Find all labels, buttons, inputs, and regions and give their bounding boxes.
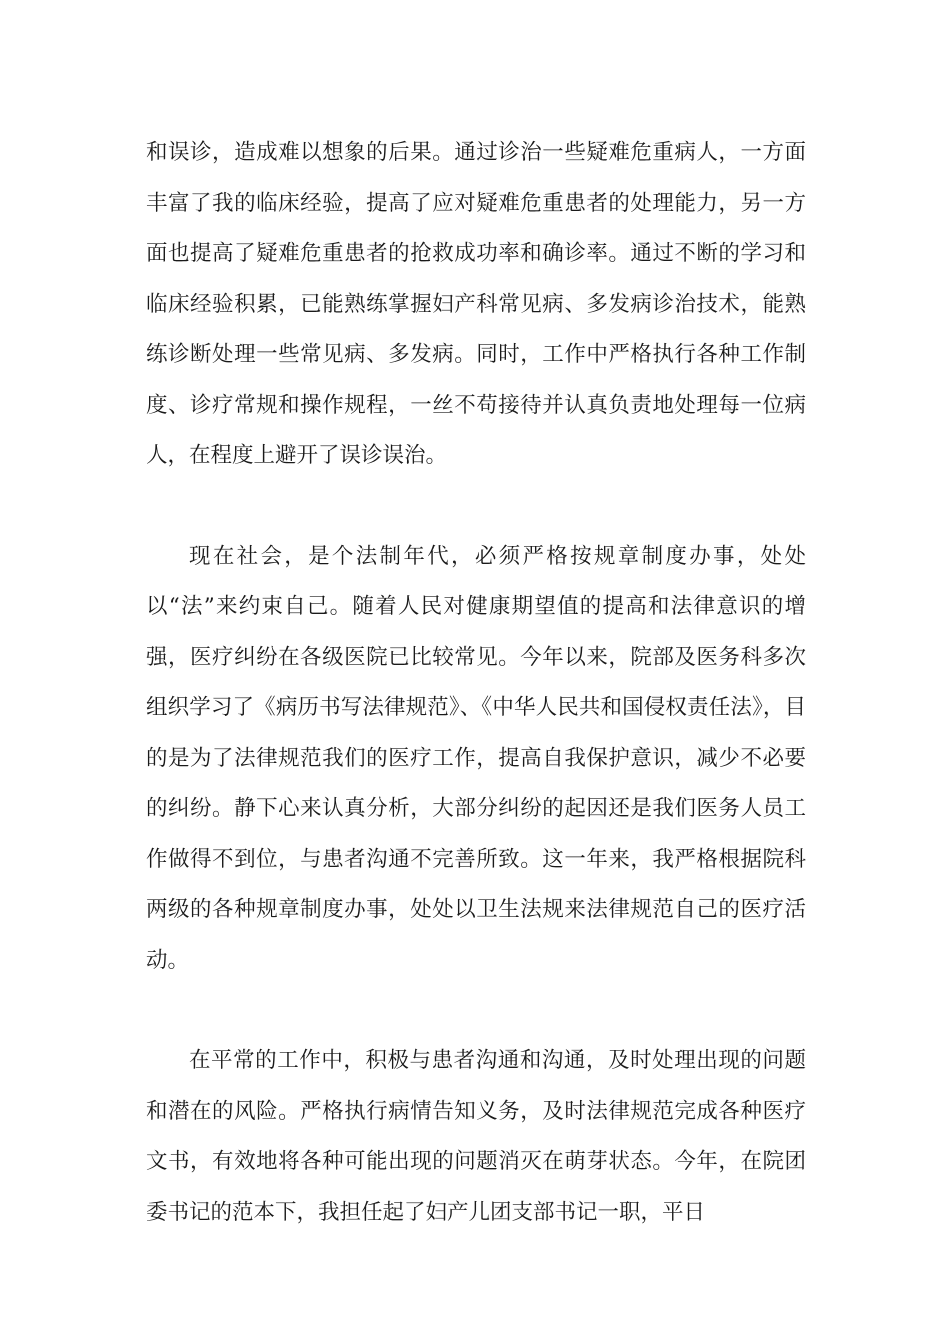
paragraph-2: 现在社会，是个法制年代，必须严格按规章制度办事，处处以“法”来约束自己。随着人民对健康期望值的提高和法律意识的增强，医疗纠纷在各级医院已比较常见。今年以来，院部及医务科多次组织学习了《病历书写法律规范》、《中华人民共和国侵权责任法》，目的是为了法律规范我们的医疗工作，提高自我保护意识，减少不必要的纠纷。静下心来认真分析，大部分纠纷的起因还是我们医务人员工作做得不到位，与患者沟通不完善所致。这一年来，我严格根据院科两级的各种规章制度办事，处处以卫生法规来法律规范自己的医疗活动。	[146, 543, 806, 973]
paragraph-3: 在平常的工作中，积极与患者沟通和沟通，及时处理出现的问题和潜在的风险。严格执行病情告知义务，及时法律规范完成各种医疗文书，有效地将各种可能出现的问题消灭在萌芽状态。今年，在院团委书记的范本下，我担任起了妇产儿团支部书记一职，平日	[146, 1048, 806, 1225]
document-page	[146, 128, 806, 1238]
paragraph-1: 和误诊，造成难以想象的后果。通过诊治一些疑难危重病人，一方面丰富了我的临床经验，提高了应对疑难危重患者的处理能力，另一方面也提高了疑难危重患者的抢救成功率和确诊率。通过不断的学习和临床经验积累，已能熟练掌握妇产科常见病、多发病诊治技术，能熟练诊断处理一些常见病、多发病。同时，工作中严格执行各种工作制度、诊疗常规和操作规程，一丝不苟接待并认真负责地处理每一位病人，在程度上避开了误诊误治。	[146, 140, 806, 468]
